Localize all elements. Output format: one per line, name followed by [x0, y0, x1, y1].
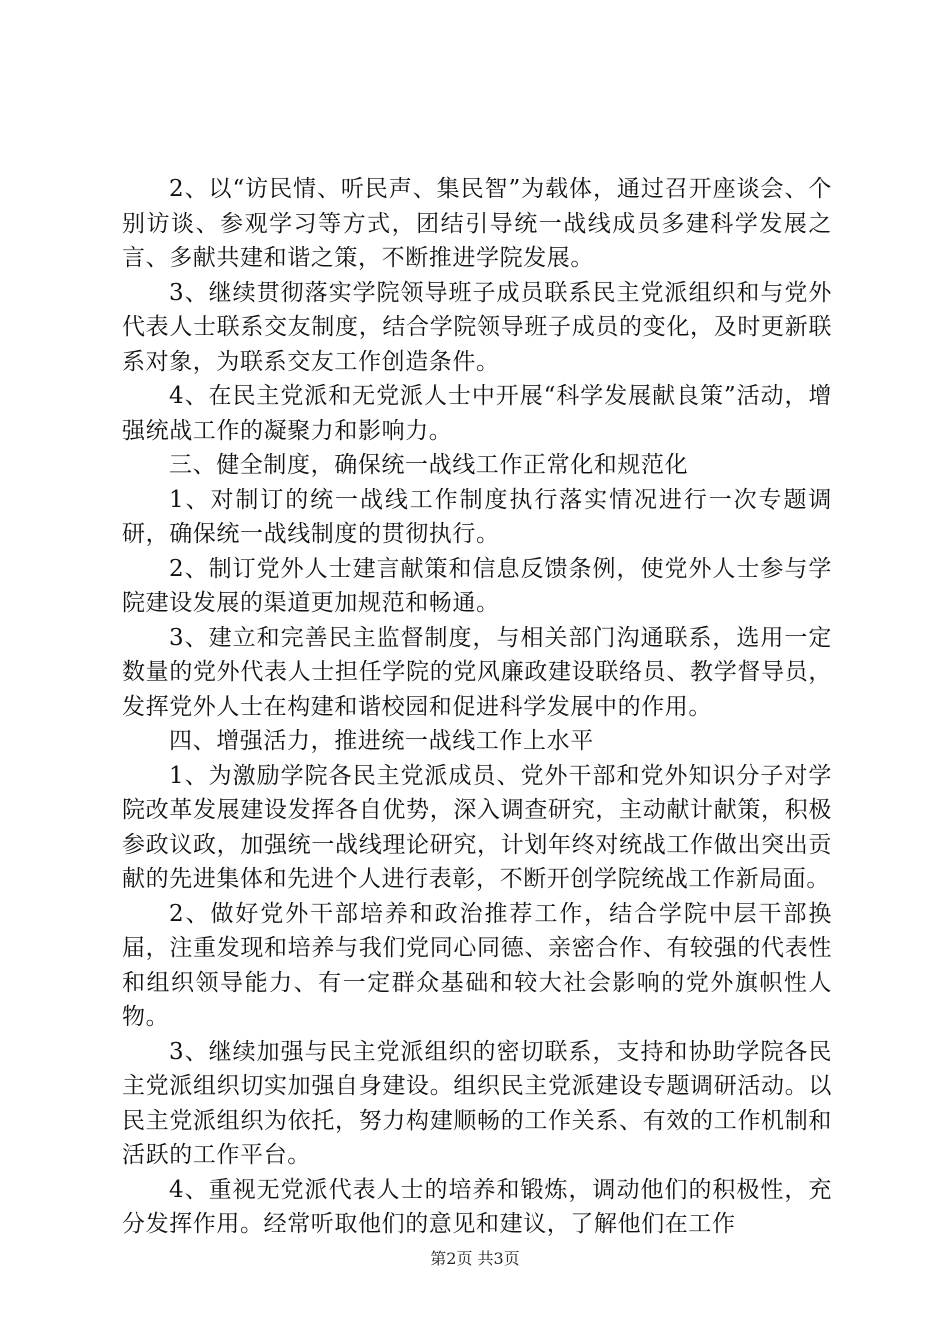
paragraph-4-3: 3、继续加强与民主党派组织的密切联系，支持和协助学院各民主党派组织切实加强自身建设。组织民主党派建设专题调研活动。以民主党派组织为依托，努力构建顺畅的工作关系、有效的工作机制和活跃的工作平台。 [122, 1038, 832, 1168]
document-body [122, 172, 832, 1242]
paragraph-4-2: 2、做好党外干部培养和政治推荐工作，结合学院中层干部换届，注重发现和培养与我们党同心同德、亲密合作、有较强的代表性和组织领导能力、有一定群众基础和较大社会影响的党外旗帜性人物。 [122, 900, 832, 1030]
section-heading-4: 四、增强活力，推进统一战线工作上水平 [169, 728, 594, 754]
paragraph-4-4: 4、重视无党派代表人士的培养和锻炼，调动他们的积极性，充分发挥作用。经常听取他们的意见和建议，了解他们在工作 [122, 1176, 832, 1237]
paragraph-4-1: 1、为激励学院各民主党派成员、党外干部和党外知识分子对学院改革发展建设发挥各自优势，深入调查研究，主动献计献策，积极参政议政，加强统一战线理论研究，计划年终对统战工作做出突出贡献的先进集体和先进个人进行表彰，不断开创学院统战工作新局面。 [122, 762, 832, 892]
paragraph-3-2: 2、制订党外人士建言献策和信息反馈条例，使党外人士参与学院建设发展的渠道更加规范和畅通。 [122, 555, 832, 616]
paragraph-2-3: 4、在民主党派和无党派人士中开展“科学发展献良策”活动，增强统战工作的凝聚力和影响力。 [122, 383, 832, 444]
page-number-footer: 第2页 共3页 [430, 1249, 520, 1268]
section-heading-3: 三、健全制度，确保统一战线工作正常化和规范化 [169, 452, 689, 478]
paragraph-3-1: 1、对制订的统一战线工作制度执行落实情况进行一次专题调研，确保统一战线制度的贯彻执行。 [122, 486, 832, 547]
paragraph-2-2: 3、继续贯彻落实学院领导班子成员联系民主党派组织和与党外代表人士联系交友制度，结合学院领导班子成员的变化，及时更新联系对象，为联系交友工作创造条件。 [122, 279, 832, 375]
paragraph-3-3: 3、建立和完善民主监督制度，与相关部门沟通联系，选用一定数量的党外代表人士担任学院的党风廉政建设联络员、教学督导员，发挥党外人士在构建和谐校园和促进科学发展中的作用。 [122, 624, 832, 720]
paragraph-2-1: 2、以“访民情、听民声、集民智”为载体，通过召开座谈会、个别访谈、参观学习等方式，团结引导统一战线成员多建科学发展之言、多献共建和谐之策，不断推进学院发展。 [122, 176, 832, 271]
